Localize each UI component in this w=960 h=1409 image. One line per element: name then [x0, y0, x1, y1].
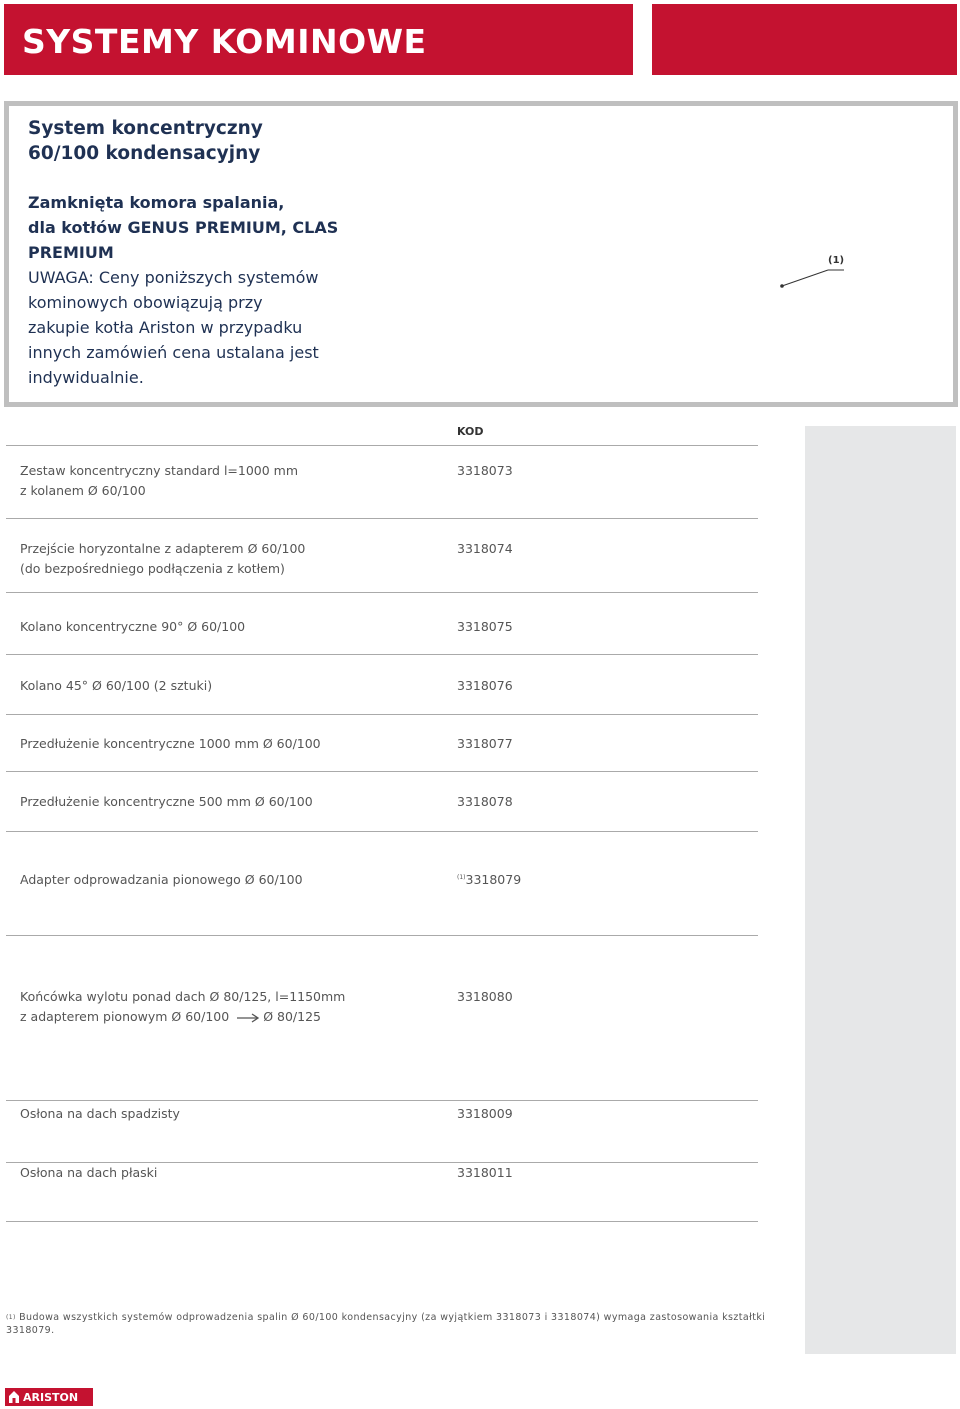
divider — [6, 1221, 758, 1222]
item-description: Przedłużenie koncentryczne 500 mm Ø 60/100 — [20, 794, 313, 809]
house-icon — [9, 1391, 19, 1403]
divider — [6, 1100, 758, 1101]
callout-label: (1) — [828, 255, 845, 266]
ariston-logo — [5, 1388, 93, 1406]
code-column-header: KOD — [457, 425, 484, 438]
item-code: 3318074 — [457, 541, 513, 556]
divider — [6, 714, 758, 715]
item-description: Osłona na dach płaski — [20, 1165, 158, 1180]
item-description: Osłona na dach spadzisty — [20, 1106, 180, 1121]
divider — [6, 771, 758, 772]
arrow-right-icon — [236, 1013, 260, 1023]
side-image-panel — [805, 426, 956, 1354]
item-description: Kolano koncentryczne 90° Ø 60/100 — [20, 619, 246, 634]
title-banner — [4, 4, 633, 75]
item-code: 3318077 — [457, 736, 513, 751]
item-code: 3318076 — [457, 678, 513, 693]
divider — [6, 445, 758, 446]
item-code: 3318075 — [457, 619, 513, 634]
item-description: Przedłużenie koncentryczne 1000 mm Ø 60/100 — [20, 736, 321, 751]
divider — [6, 654, 758, 655]
item-description: Końcówka wylotu ponad dach Ø 80/125, l=1150mm z adapterem pionowym Ø 60/100 Ø 80/125 — [20, 989, 346, 1024]
divider — [6, 831, 758, 832]
title-banner-right — [652, 4, 957, 75]
divider — [6, 518, 758, 519]
system-description: Zamknięta komora spalania, dla kotłów GENUS PREMIUM, CLAS PREMIUM UWAGA: Ceny poniższych systemów kominowych obowiązują przy zakupie kotła Ariston w przypadku innych zamówień cena ustalana jest indywidualnie. — [28, 193, 339, 387]
item-code: 3318080 — [457, 989, 513, 1004]
item-description: Zestaw koncentryczny standard l=1000 mm z kolanem Ø 60/100 — [20, 463, 299, 498]
item-code: 3318009 — [457, 1106, 513, 1121]
intro-box — [4, 101, 958, 407]
footnote: $^{(1)}$ Budowa wszystkich systemów odprowadzenia spalin Ø 60/100 kondensacyjny (za wyjątkiem 3318073 i 3318074) wymaga zastosowania kształtki 3318079. — [6, 1312, 766, 1336]
system-heading: System koncentryczny 60/100 kondensacyjny — [28, 118, 263, 164]
item-code: $^{(1)}$3318079 — [457, 872, 522, 887]
divider — [6, 935, 758, 936]
logo-text: ARISTON — [23, 1390, 79, 1404]
item-description: Przejście horyzontalne z adapterem Ø 60/100 (do bezpośredniego podłączenia z kotłem) — [20, 541, 306, 576]
item-description: Kolano 45° Ø 60/100 (2 sztuki) — [20, 678, 213, 693]
divider — [6, 592, 758, 593]
page-title: SYSTEMY KOMINOWE — [22, 22, 427, 61]
item-code: 3318011 — [457, 1165, 513, 1180]
item-code: 3318073 — [457, 463, 513, 478]
item-description: Adapter odprowadzania pionowego Ø 60/100 — [20, 872, 303, 887]
item-code: 3318078 — [457, 794, 513, 809]
